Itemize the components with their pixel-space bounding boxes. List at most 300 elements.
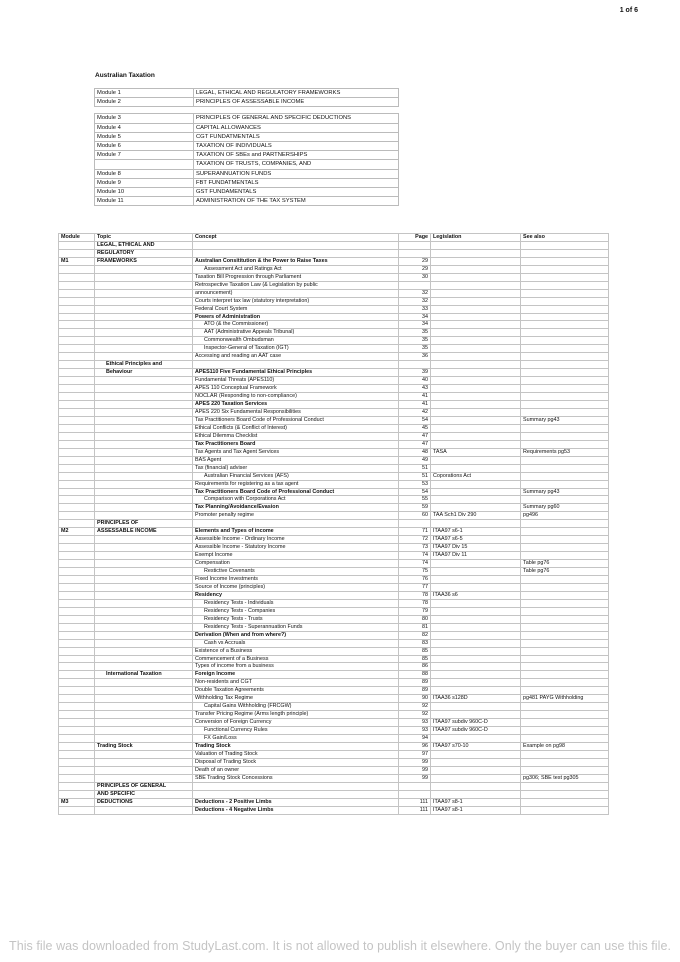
- module-name: SUPERANNUATION FUNDS: [194, 169, 399, 178]
- cell-topic: [95, 631, 193, 639]
- cell-module: [59, 687, 95, 695]
- table-row: [59, 273, 609, 281]
- cell-topic: [95, 583, 193, 591]
- cell-concept: Federal Court System: [193, 305, 399, 313]
- cell-concept: [193, 520, 399, 528]
- cell-topic: [95, 456, 193, 464]
- cell-concept: Source of Income (principles): [193, 583, 399, 591]
- cell-legislation: [431, 750, 521, 758]
- module-number: Module 5: [95, 132, 194, 141]
- cell-topic: [95, 329, 193, 337]
- cell-module: [59, 305, 95, 313]
- table-row: [59, 408, 609, 416]
- table-row: [59, 393, 609, 401]
- topic-index-table: [58, 233, 609, 815]
- cell-legislation: [431, 631, 521, 639]
- table-row: [59, 241, 609, 249]
- cell-page: 72: [399, 536, 431, 544]
- cell-concept: SBE Trading Stock Concessions: [193, 774, 399, 782]
- cell-topic: [95, 568, 193, 576]
- cell-page: 75: [399, 568, 431, 576]
- cell-topic: Trading Stock: [95, 743, 193, 751]
- table-row: [59, 750, 609, 758]
- cell-page: 92: [399, 711, 431, 719]
- cell-concept: Comparison with Corporations Act: [193, 496, 399, 504]
- cell-concept: Fundamental Threats (APES110): [193, 377, 399, 385]
- cell-page: 96: [399, 743, 431, 751]
- table-row: [59, 623, 609, 631]
- cell-legislation: [431, 464, 521, 472]
- cell-legislation: [431, 249, 521, 257]
- cell-page: 77: [399, 583, 431, 591]
- cell-page: 99: [399, 774, 431, 782]
- cell-page: 35: [399, 329, 431, 337]
- cell-concept: APES 110 Conceptual Framework: [193, 385, 399, 393]
- cell-legislation: [431, 639, 521, 647]
- cell-concept: Functional Currency Rules: [193, 727, 399, 735]
- cell-concept: Valuation of Trading Stock: [193, 750, 399, 758]
- cell-page: 29: [399, 257, 431, 265]
- table-row: [59, 385, 609, 393]
- cell-concept: Ethical Conflicts (& Conflict of Interest): [193, 424, 399, 432]
- cell-legislation: [431, 560, 521, 568]
- cell-concept: Residency Tests - Superannuation Funds: [193, 623, 399, 631]
- cell-page: 92: [399, 703, 431, 711]
- cell-see-also: [521, 655, 609, 663]
- cell-page: [399, 520, 431, 528]
- cell-topic: [95, 313, 193, 321]
- cell-page: 54: [399, 488, 431, 496]
- cell-topic: Behaviour: [95, 369, 193, 377]
- cell-concept: Conversion of Foreign Currency: [193, 719, 399, 727]
- cell-topic: [95, 480, 193, 488]
- download-notice: This file was downloaded from StudyLast.com. It is not allowed to publish it elsewhere. Only the buyer can use this file.: [9, 939, 671, 953]
- header-page: Page: [399, 234, 431, 242]
- cell-concept: Residency Tests - Companies: [193, 607, 399, 615]
- cell-concept: Deductions - 4 Negative Limbs: [193, 806, 399, 814]
- cell-concept: Death of an owner: [193, 766, 399, 774]
- cell-module: [59, 488, 95, 496]
- table-row: [59, 766, 609, 774]
- cell-concept: APES 220 Taxation Services: [193, 401, 399, 409]
- table-row: [59, 790, 609, 798]
- cell-page: 55: [399, 496, 431, 504]
- cell-see-also: [521, 456, 609, 464]
- cell-page: 71: [399, 528, 431, 536]
- cell-topic: [95, 663, 193, 671]
- module-name: FBT FUNDATMENTALS: [194, 178, 399, 187]
- table-row: [59, 544, 609, 552]
- cell-page: 85: [399, 655, 431, 663]
- cell-module: [59, 583, 95, 591]
- table-row: [59, 568, 609, 576]
- cell-legislation: [431, 393, 521, 401]
- cell-see-also: [521, 440, 609, 448]
- cell-legislation: [431, 345, 521, 353]
- cell-legislation: [431, 265, 521, 273]
- cell-module: [59, 496, 95, 504]
- cell-topic: [95, 806, 193, 814]
- cell-page: 36: [399, 353, 431, 361]
- cell-page: 51: [399, 472, 431, 480]
- cell-module: [59, 281, 95, 289]
- cell-concept: Trading Stock: [193, 743, 399, 751]
- cell-page: 34: [399, 313, 431, 321]
- table-row: [59, 663, 609, 671]
- cell-topic: [95, 575, 193, 583]
- cell-concept: Tax Planning/Avoidance/Evasion: [193, 504, 399, 512]
- table-row: [59, 536, 609, 544]
- cell-topic: [95, 345, 193, 353]
- cell-module: [59, 369, 95, 377]
- table-row: [59, 591, 609, 599]
- module-number: Module 1: [95, 89, 194, 98]
- module-number: Module 3: [95, 114, 194, 123]
- cell-legislation: ITAA97 s8-1: [431, 798, 521, 806]
- table-row: [59, 528, 609, 536]
- cell-page: 93: [399, 727, 431, 735]
- cell-topic: [95, 655, 193, 663]
- cell-concept: Withholding Tax Regime: [193, 695, 399, 703]
- cell-topic: [95, 647, 193, 655]
- table-row: [59, 806, 609, 814]
- cell-module: [59, 297, 95, 305]
- cell-module: [59, 790, 95, 798]
- cell-legislation: [431, 575, 521, 583]
- table-row: [59, 639, 609, 647]
- cell-page: 93: [399, 719, 431, 727]
- module-number: [95, 107, 194, 114]
- module-number: Module 7: [95, 151, 194, 160]
- cell-module: [59, 337, 95, 345]
- cell-module: [59, 385, 95, 393]
- cell-page: 47: [399, 440, 431, 448]
- table-row: [59, 345, 609, 353]
- cell-module: [59, 416, 95, 424]
- cell-page: 32: [399, 289, 431, 297]
- cell-concept: Residency Tests - Trusts: [193, 615, 399, 623]
- module-row: [95, 151, 399, 160]
- header-concept: Concept: [193, 234, 399, 242]
- cell-concept: Fixed Income Investments: [193, 575, 399, 583]
- table-row: [59, 480, 609, 488]
- cell-legislation: [431, 766, 521, 774]
- cell-legislation: ITAA97 Div 15: [431, 544, 521, 552]
- cell-topic: [95, 321, 193, 329]
- header-see-also: See also: [521, 234, 609, 242]
- cell-see-also: [521, 727, 609, 735]
- cell-see-also: [521, 750, 609, 758]
- cell-module: [59, 536, 95, 544]
- cell-topic: [95, 401, 193, 409]
- cell-concept: Restictive Covenants: [193, 568, 399, 576]
- cell-page: 41: [399, 393, 431, 401]
- cell-page: 78: [399, 599, 431, 607]
- module-number: Module 10: [95, 187, 194, 196]
- cell-legislation: [431, 520, 521, 528]
- cell-concept: Types of income from a business: [193, 663, 399, 671]
- cell-page: 42: [399, 408, 431, 416]
- module-name: CAPITAL ALLOWANCES: [194, 123, 399, 132]
- module-name: GST FUNDAMENTALS: [194, 187, 399, 196]
- cell-module: [59, 663, 95, 671]
- cell-legislation: [431, 687, 521, 695]
- cell-concept: BAS Agent: [193, 456, 399, 464]
- cell-topic: [95, 774, 193, 782]
- cell-see-also: Table pg76: [521, 568, 609, 576]
- cell-concept: Accessing and reading an AAT case: [193, 353, 399, 361]
- cell-legislation: [431, 568, 521, 576]
- cell-page: 83: [399, 639, 431, 647]
- cell-topic: Ethical Principles and: [95, 361, 193, 369]
- cell-topic: [95, 448, 193, 456]
- cell-module: [59, 401, 95, 409]
- cell-legislation: [431, 456, 521, 464]
- cell-topic: PRINCIPLES OF GENERAL: [95, 782, 193, 790]
- cell-concept: Requirements for registering as a tax agent: [193, 480, 399, 488]
- cell-module: [59, 703, 95, 711]
- cell-legislation: [431, 353, 521, 361]
- cell-module: [59, 440, 95, 448]
- cell-legislation: [431, 711, 521, 719]
- cell-see-also: pg496: [521, 512, 609, 520]
- cell-concept: Tax (financial) adviser: [193, 464, 399, 472]
- cell-concept: ATO (& the Commissioner): [193, 321, 399, 329]
- cell-see-also: [521, 353, 609, 361]
- table-header-row: [59, 234, 609, 242]
- cell-concept: Residency: [193, 591, 399, 599]
- cell-legislation: [431, 735, 521, 743]
- cell-see-also: [521, 536, 609, 544]
- cell-module: [59, 472, 95, 480]
- cell-topic: International Taxation: [95, 671, 193, 679]
- cell-see-also: [521, 607, 609, 615]
- cell-see-also: [521, 687, 609, 695]
- cell-topic: [95, 416, 193, 424]
- cell-topic: [95, 281, 193, 289]
- cell-page: 79: [399, 607, 431, 615]
- cell-page: 53: [399, 480, 431, 488]
- table-row: [59, 719, 609, 727]
- cell-see-also: [521, 385, 609, 393]
- cell-page: 74: [399, 552, 431, 560]
- cell-topic: [95, 735, 193, 743]
- cell-page: 76: [399, 575, 431, 583]
- cell-see-also: [521, 313, 609, 321]
- cell-concept: Residency Tests - Individuals: [193, 599, 399, 607]
- cell-see-also: [521, 345, 609, 353]
- table-row: [59, 695, 609, 703]
- cell-legislation: [431, 305, 521, 313]
- table-row: [59, 679, 609, 687]
- cell-topic: [95, 353, 193, 361]
- table-row: [59, 782, 609, 790]
- cell-concept: [193, 249, 399, 257]
- cell-module: [59, 647, 95, 655]
- cell-concept: Commencement of a Business: [193, 655, 399, 663]
- document-title: Australian Taxation: [95, 72, 155, 79]
- cell-topic: [95, 289, 193, 297]
- table-row: [59, 599, 609, 607]
- cell-module: [59, 639, 95, 647]
- cell-see-also: [521, 496, 609, 504]
- table-row: [59, 735, 609, 743]
- cell-page: 60: [399, 512, 431, 520]
- cell-concept: Existence of a Business: [193, 647, 399, 655]
- table-row: [59, 615, 609, 623]
- cell-module: [59, 321, 95, 329]
- cell-page: [399, 249, 431, 257]
- cell-concept: Compensation: [193, 560, 399, 568]
- cell-topic: [95, 544, 193, 552]
- cell-see-also: [521, 273, 609, 281]
- cell-see-also: [521, 321, 609, 329]
- header-topic: Topic: [95, 234, 193, 242]
- cell-page: 99: [399, 766, 431, 774]
- cell-page: 81: [399, 623, 431, 631]
- cell-page: 111: [399, 798, 431, 806]
- cell-see-also: [521, 782, 609, 790]
- module-name: TAXATION OF TRUSTS, COMPANIES, AND: [194, 160, 399, 169]
- cell-page: [399, 790, 431, 798]
- module-name: ADMINISTRATION OF THE TAX SYSTEM: [194, 197, 399, 206]
- cell-concept: Australian Financial Services (AFS): [193, 472, 399, 480]
- module-number: Module 2: [95, 98, 194, 107]
- table-row: [59, 512, 609, 520]
- cell-page: 85: [399, 647, 431, 655]
- cell-see-also: Requirements pg53: [521, 448, 609, 456]
- cell-legislation: [431, 647, 521, 655]
- cell-page: 74: [399, 560, 431, 568]
- cell-topic: [95, 536, 193, 544]
- cell-topic: [95, 615, 193, 623]
- cell-topic: [95, 711, 193, 719]
- table-row: [59, 257, 609, 265]
- cell-page: 54: [399, 416, 431, 424]
- table-row: [59, 607, 609, 615]
- module-row: [95, 187, 399, 196]
- cell-topic: [95, 750, 193, 758]
- cell-legislation: ITAA97 Div 11: [431, 552, 521, 560]
- table-row: [59, 289, 609, 297]
- cell-see-also: [521, 289, 609, 297]
- table-row: [59, 583, 609, 591]
- cell-see-also: [521, 623, 609, 631]
- cell-page: 30: [399, 273, 431, 281]
- cell-legislation: Coporations Act: [431, 472, 521, 480]
- cell-concept: Commonwealth Ombudsman: [193, 337, 399, 345]
- cell-legislation: [431, 774, 521, 782]
- cell-page: 48: [399, 448, 431, 456]
- cell-module: [59, 750, 95, 758]
- cell-module: [59, 241, 95, 249]
- table-row: [59, 774, 609, 782]
- cell-concept: Non-residents and CGT: [193, 679, 399, 687]
- cell-concept: Inspector-General of Taxation (IGT): [193, 345, 399, 353]
- cell-legislation: ITAA97 s6-5: [431, 536, 521, 544]
- cell-see-also: [521, 583, 609, 591]
- cell-see-also: [521, 464, 609, 472]
- cell-page: 33: [399, 305, 431, 313]
- table-row: [59, 703, 609, 711]
- table-row: [59, 416, 609, 424]
- cell-see-also: [521, 257, 609, 265]
- cell-see-also: [521, 297, 609, 305]
- cell-module: [59, 393, 95, 401]
- cell-module: [59, 424, 95, 432]
- cell-page: 86: [399, 663, 431, 671]
- cell-topic: [95, 305, 193, 313]
- cell-topic: [95, 599, 193, 607]
- cell-see-also: [521, 265, 609, 273]
- cell-see-also: [521, 798, 609, 806]
- cell-see-also: [521, 472, 609, 480]
- cell-topic: [95, 727, 193, 735]
- table-row: [59, 337, 609, 345]
- cell-concept: Exempt Income: [193, 552, 399, 560]
- cell-module: [59, 464, 95, 472]
- cell-topic: [95, 297, 193, 305]
- cell-topic: [95, 472, 193, 480]
- cell-concept: Cash vs Accruals: [193, 639, 399, 647]
- cell-concept: Promoter penalty regime: [193, 512, 399, 520]
- cell-topic: FRAMEWORKS: [95, 257, 193, 265]
- cell-page: 51: [399, 464, 431, 472]
- table-row: [59, 440, 609, 448]
- cell-see-also: Summary pg60: [521, 504, 609, 512]
- cell-see-also: [521, 241, 609, 249]
- table-row: [59, 305, 609, 313]
- cell-module: [59, 599, 95, 607]
- cell-module: [59, 591, 95, 599]
- table-row: [59, 758, 609, 766]
- cell-legislation: ITAA97 subdiv 960C-D: [431, 719, 521, 727]
- cell-topic: [95, 393, 193, 401]
- table-row: [59, 249, 609, 257]
- table-row: [59, 321, 609, 329]
- cell-page: [399, 361, 431, 369]
- module-name: [194, 107, 399, 114]
- module-number: Module 11: [95, 197, 194, 206]
- cell-module: [59, 607, 95, 615]
- cell-topic: [95, 464, 193, 472]
- cell-page: 43: [399, 385, 431, 393]
- table-row: [59, 496, 609, 504]
- module-name: TAXATION OF INDIVIDUALS: [194, 141, 399, 150]
- cell-legislation: [431, 496, 521, 504]
- cell-topic: [95, 504, 193, 512]
- cell-page: 94: [399, 735, 431, 743]
- cell-legislation: [431, 607, 521, 615]
- cell-legislation: [431, 504, 521, 512]
- table-row: [59, 711, 609, 719]
- cell-see-also: [521, 480, 609, 488]
- cell-concept: Taxation Bill Progression through Parliament: [193, 273, 399, 281]
- table-row: [59, 361, 609, 369]
- cell-see-also: [521, 337, 609, 345]
- cell-see-also: [521, 703, 609, 711]
- cell-module: [59, 623, 95, 631]
- cell-concept: AAT (Administrative Appeals Tribunal): [193, 329, 399, 337]
- cell-topic: [95, 623, 193, 631]
- module-number: [95, 160, 194, 169]
- cell-module: [59, 313, 95, 321]
- cell-legislation: TASA: [431, 448, 521, 456]
- table-row: [59, 432, 609, 440]
- cell-legislation: [431, 758, 521, 766]
- module-row: [95, 89, 399, 98]
- table-row: [59, 329, 609, 337]
